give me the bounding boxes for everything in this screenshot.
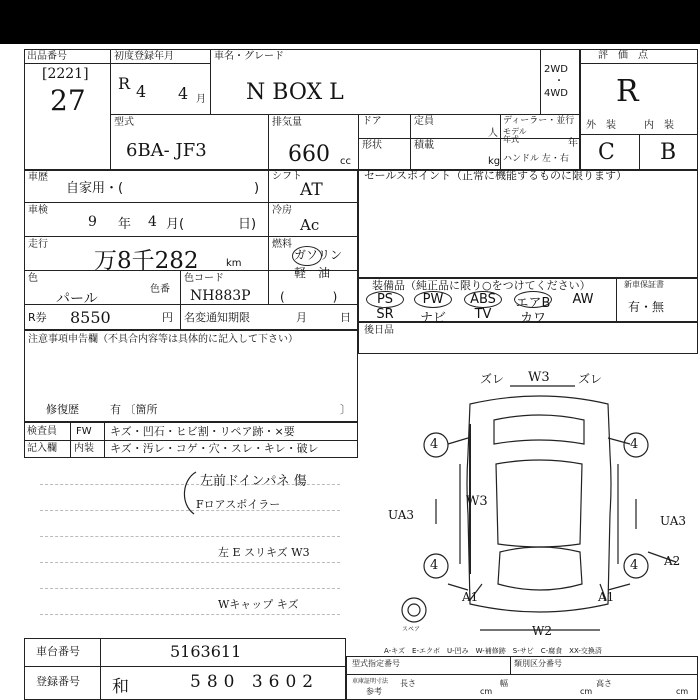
car-name: N BOX L	[246, 80, 344, 105]
equipment-option: AW	[572, 292, 594, 307]
equipment-circle	[414, 291, 452, 308]
reg-month-unit: 月	[196, 94, 206, 105]
equipment-option: ABS	[470, 292, 496, 307]
ac-value: Ac	[300, 216, 320, 234]
reg-number-value: 580 3602	[190, 672, 320, 692]
mileage-label: 走行	[28, 239, 48, 250]
displacement-value: 660	[288, 142, 330, 167]
drive-2wd: 2WD	[544, 64, 568, 75]
chassis-label: 車台番号	[36, 645, 80, 658]
category-label: 車歴	[28, 172, 48, 183]
fuel-label: 燃料	[272, 239, 292, 250]
mark-ua3-right: UA3	[660, 514, 687, 528]
mileage-value: 万8千282	[94, 248, 199, 274]
reg-prefix: 和	[112, 677, 129, 697]
equipment-option: エアB	[515, 296, 551, 311]
category-no-label: 類別区分番号	[514, 659, 562, 668]
equipment-option: PW	[422, 292, 444, 307]
inspection-label: 車検	[28, 205, 48, 216]
fw-label: FW	[76, 426, 92, 437]
equipment-circle	[464, 291, 502, 308]
name-change-month: 月	[296, 311, 307, 324]
inspection-year: 9	[88, 214, 97, 230]
color-paren: ( )	[280, 290, 338, 304]
reg-year: 4	[136, 82, 147, 101]
length-label: 長さ	[400, 679, 416, 688]
model-label: 型式	[114, 117, 134, 128]
km-unit: km	[226, 258, 242, 269]
mark-zure-right: ズレ	[578, 372, 603, 386]
fuel-diesel: 軽 油	[294, 266, 331, 280]
inspector-label: 検査員	[27, 426, 57, 437]
color-label: 色	[28, 273, 38, 284]
length-cm: cm	[480, 687, 493, 696]
car-name-label: 車名・グレード	[214, 51, 284, 62]
equipment-label: 装備品（純正品に限り○をつけてください）	[372, 279, 591, 292]
handwritten-note-3: 左 E スリキズ W3	[218, 546, 310, 559]
inspection-month: 4	[148, 214, 157, 230]
rating-value: R	[616, 74, 639, 109]
repair-close: 〕	[340, 403, 351, 416]
damage-legend: A-キズ E-エクボ U-凹み W-補修跡 S-サビ C-腐食 XX-交換済	[384, 647, 602, 655]
shift-label: シフト	[272, 171, 302, 182]
interior-entry-label: 内装	[74, 443, 94, 454]
height-label: 高さ	[596, 679, 612, 688]
handwritten-note-1: 左前ドインパネ 傷	[200, 474, 307, 489]
height-cm: cm	[676, 687, 689, 696]
sales-point-label: セールスポイント（正常に機能するものに限ります）	[364, 169, 628, 182]
fuel-gasoline: ガソリン	[294, 248, 343, 262]
lot-no-label: 出品番号	[27, 51, 67, 62]
lot-code: [2221]	[42, 66, 89, 82]
repair-value: 有 〔箇所	[110, 403, 158, 416]
after-items-label: 後日品	[364, 325, 394, 336]
auction-sheet	[0, 44, 700, 700]
equipment-option: カワ	[519, 311, 546, 326]
mark-4-rr: 4	[630, 558, 639, 573]
mark-w2: W2	[532, 624, 552, 638]
spare-label: スペア	[402, 626, 421, 633]
mark-a2: A2	[664, 554, 681, 568]
width-cm: cm	[580, 687, 593, 696]
inspector-row1: キズ・凹石・ヒビ割・リペア跡・×要	[110, 425, 295, 438]
interior-grade: B	[660, 140, 677, 165]
inspection-day: 日)	[238, 217, 257, 232]
category-value: 自家用・(	[66, 181, 124, 196]
mark-4-rl: 4	[430, 558, 439, 573]
exterior-label: 外 装	[586, 120, 616, 131]
mark-a1-left: A1	[462, 590, 479, 604]
equipment-circle	[366, 291, 404, 308]
dealer-label: ディーラー・並行	[503, 116, 575, 126]
repair-label: 修復歴	[46, 403, 79, 416]
warranty-label: 新車保証書	[624, 280, 664, 289]
equipment-circle	[514, 291, 552, 308]
color-code-value: NH883P	[190, 288, 251, 304]
rating-label: 評 価 点	[598, 50, 648, 61]
mark-ua3-left: UA3	[388, 508, 415, 522]
inspection-month-unit: 月(	[166, 217, 185, 232]
width-label: 幅	[500, 679, 508, 688]
handwritten-note-4: Wキャップ キズ	[218, 598, 299, 611]
reg-number-label: 登録番号	[36, 675, 80, 688]
mark-4-fr: 4	[630, 437, 639, 452]
equipment-option: ナビ	[419, 311, 446, 326]
first-reg-label: 初度登録年月	[114, 51, 174, 62]
mark-4-fl: 4	[430, 437, 439, 452]
person-unit: 人	[488, 128, 498, 139]
reg-era: R	[118, 74, 131, 93]
mark-a1-right: A1	[598, 590, 615, 604]
shift-value: AT	[300, 180, 323, 200]
interior-label: 内 装	[644, 120, 674, 131]
name-change-day: 日	[340, 311, 351, 324]
category-close: )	[254, 181, 260, 196]
year-unit: 年	[568, 138, 578, 149]
ref-label: 参考	[366, 687, 382, 696]
cc-unit: cc	[340, 156, 351, 167]
r-ticket-label: R券	[28, 311, 47, 324]
equipment-option: PS	[376, 292, 394, 307]
reg-month: 4	[178, 84, 189, 103]
model-year-label: モデル 年式	[503, 127, 527, 144]
kg-unit: kg	[488, 156, 501, 167]
warranty-value: 有・無	[628, 300, 665, 314]
handle-label: ハンドル 左・右	[503, 154, 569, 164]
equipment-option: SR	[376, 307, 394, 322]
color-no-label: 色番	[150, 284, 170, 295]
displacement-label: 排気量	[272, 117, 302, 128]
mark-w3-side: W3	[466, 494, 488, 509]
ac-label: 冷房	[272, 205, 292, 216]
model-value: 6BA- JF3	[126, 140, 207, 161]
yen-unit: 円	[162, 311, 173, 324]
inspection-year-unit: 年	[118, 217, 132, 232]
drive-4wd: 4WD	[544, 88, 568, 99]
load-label: 積載	[414, 140, 434, 151]
drive-dot: ・	[554, 76, 564, 87]
lot-number: 27	[50, 84, 86, 117]
r-ticket-value: 8550	[70, 308, 111, 327]
mark-w3-top: W3	[528, 370, 550, 385]
color-value: パール	[56, 291, 98, 307]
garage-dim-label: 車庫証明寸法	[352, 678, 389, 685]
inspector-row2: キズ・汚レ・コゲ・穴・スレ・キレ・破レ	[110, 442, 319, 455]
entry-label: 記入欄	[27, 443, 57, 454]
exterior-grade: C	[598, 140, 615, 165]
notes-label: 注意事項申告欄（不具合内容等は具体的に記入して下さい）	[28, 334, 298, 345]
handwritten-note-2: Fロアスポイラー	[196, 498, 281, 511]
door-label: ドア	[362, 116, 382, 127]
shape-label: 形状	[362, 140, 382, 151]
mark-zure-left: ズレ	[480, 372, 505, 386]
capacity-label: 定員	[414, 116, 434, 127]
chassis-value: 5163611	[170, 642, 242, 661]
color-code-label: 色コード	[184, 273, 224, 284]
type-cert-label: 型式指定番号	[352, 659, 400, 668]
name-change-label: 名変通知期限	[184, 311, 250, 324]
equipment-option: TV	[474, 307, 492, 322]
